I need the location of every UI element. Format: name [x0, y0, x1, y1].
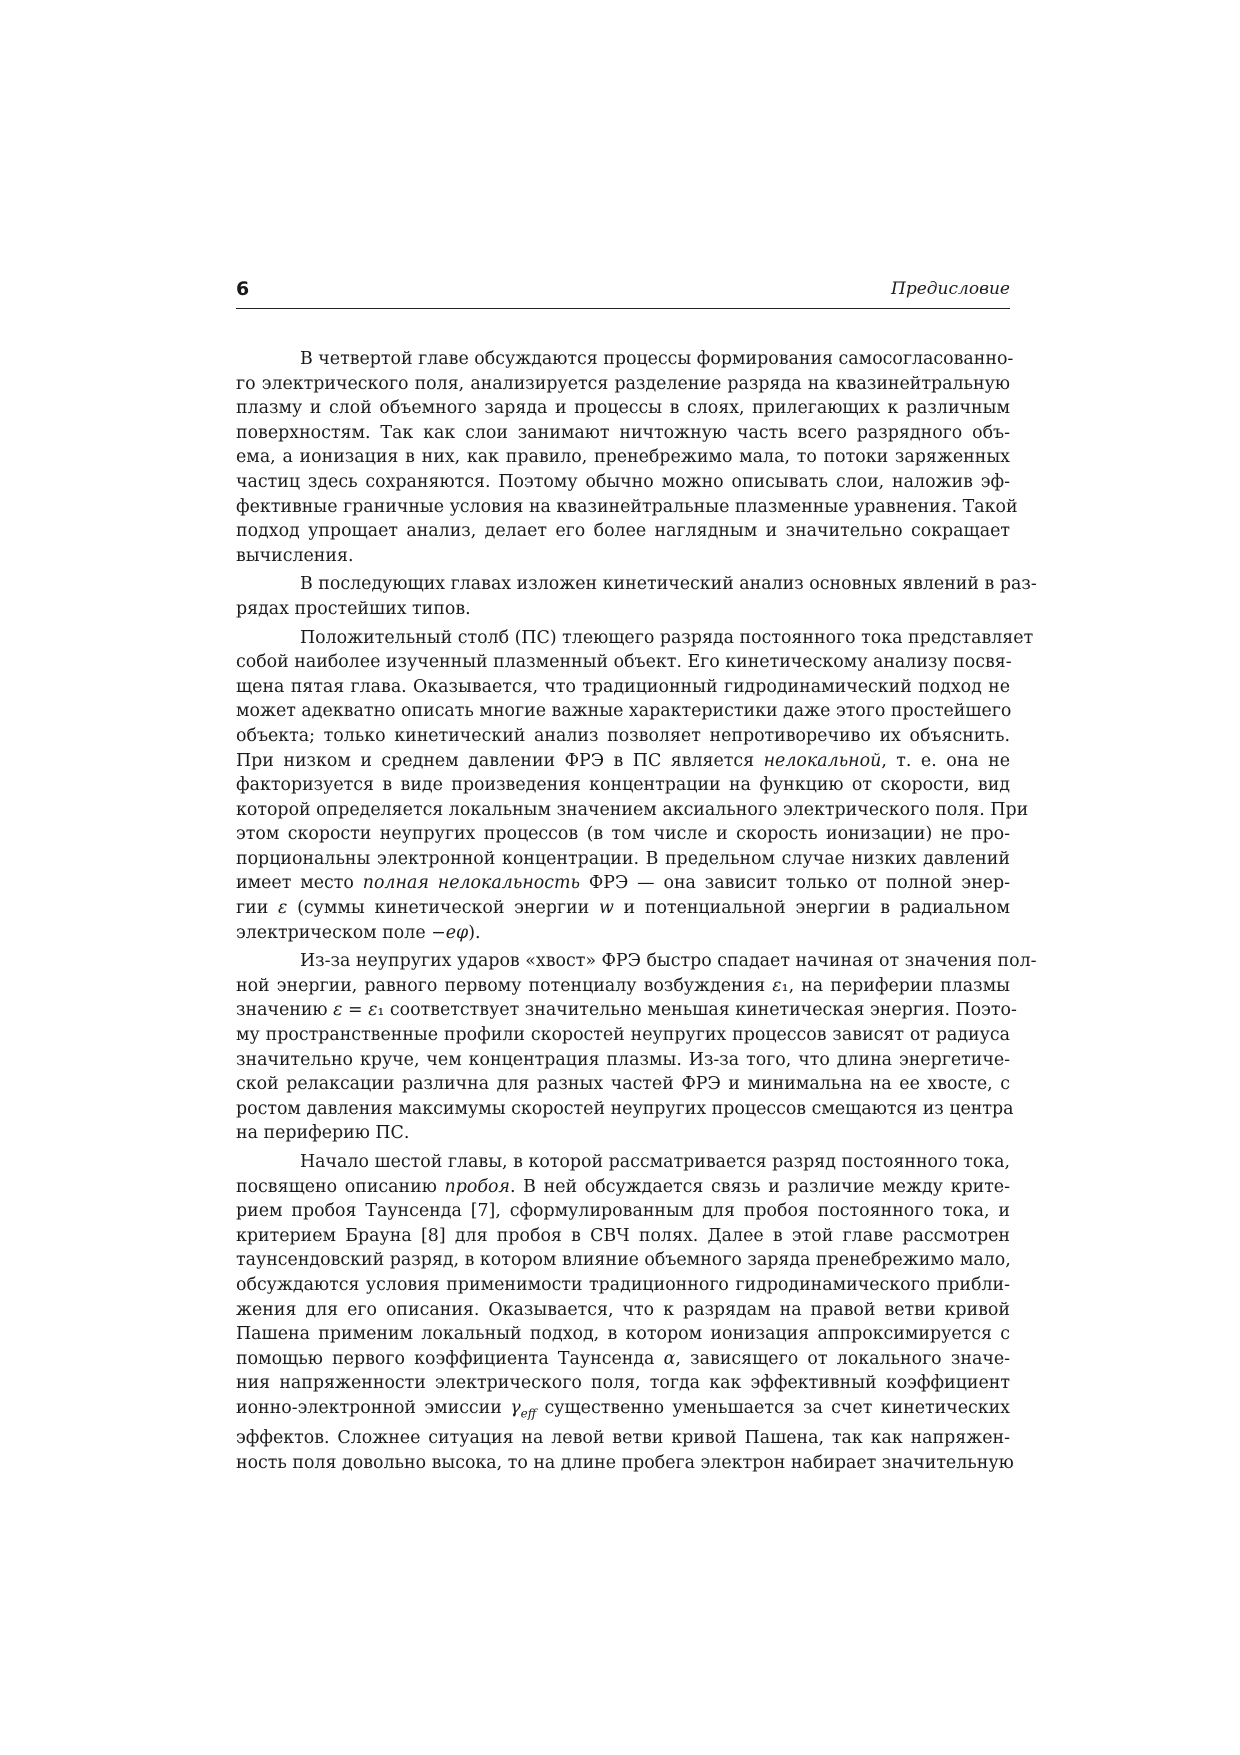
text-line: го электрического поля, анализируется разделение разряда на квазинейтральную: [236, 373, 1010, 394]
text-line: на периферию ПС.: [236, 1123, 410, 1144]
text-line: объекта; только кинетический анализ позволяет непротиворечиво их объяснить.: [236, 725, 1010, 746]
text-line: Начало шестой главы, в которой рассматривается разряд постоянного тока,: [300, 1152, 1010, 1172]
emphasis: w: [598, 898, 614, 919]
subscript: eff: [520, 1406, 537, 1421]
paragraph: [236, 572, 1037, 621]
text-line: посвящено описанию пробоя. В ней обсуждается связь и различие между крите-: [236, 1176, 1010, 1197]
paragraph: [236, 1150, 1014, 1475]
text-line: ность поля довольно высока, то на длине пробега электрон набирает значительную: [236, 1452, 1014, 1473]
text-line: Пашена применим локальный подход, в котором ионизация аппроксимируется с: [236, 1324, 1010, 1345]
text-line: ростом давления максимумы скоростей неупругих процессов смещаются из центра: [236, 1098, 1014, 1119]
text-line: рием пробоя Таунсенда [7], сформулированным для пробоя постоянного тока, и: [236, 1201, 1010, 1222]
text-line: жения для его описания. Оказывается, что к разрядам на правой ветви кривой: [236, 1299, 1010, 1320]
text-line: подход упрощает анализ, делает его более наглядным и значительно сокращает: [236, 521, 1010, 542]
text-line: частиц здесь сохраняются. Поэтому обычно можно описывать слои, наложив эф-: [236, 471, 1010, 492]
emphasis: γ: [510, 1397, 521, 1418]
emphasis: ε: [278, 898, 288, 919]
text-line: значительно круче, чем концентрация плазмы. Из-за того, что длина энергетиче-: [236, 1049, 1010, 1070]
text-line: имеет место полная нелокальность ФРЭ — она зависит только от полной энер-: [236, 873, 1010, 894]
emphasis: ε: [368, 1000, 378, 1021]
running-title: Предисловие: [891, 279, 1010, 299]
text-line: помощью первого коэффициента Таунсенда α, зависящего от локального значе-: [236, 1348, 1010, 1369]
text-line: ной энергии, равного первому потенциалу возбуждения ε₁, на периферии плазмы: [236, 975, 1010, 996]
text-line: гии ε (суммы кинетической энергии w и потенциальной энергии в радиальном: [236, 898, 1011, 919]
paragraph: [236, 626, 1034, 946]
text-line: Из-за неупругих ударов «хвост» ФРЭ быстро спадает начиная от значения пол-: [300, 951, 1037, 972]
text-line: ионно-электронной эмиссии $\gamma_{eff}$ существенно уменьшается за счет кинетических: [236, 1397, 1010, 1421]
emphasis: полная нелокальность: [362, 873, 580, 894]
emphasis: ε: [772, 975, 782, 996]
text-line: электрическом поле −eφ).: [236, 922, 481, 943]
text-line: щена пятая глава. Оказывается, что традиционный гидродинамический подход не: [236, 676, 1010, 697]
paragraph: [236, 347, 1018, 568]
text-line: поверхностям. Так как слои занимают ничтожную часть всего разрядного объ-: [236, 422, 1010, 443]
text-line: может адекватно описать многие важные характеристики даже этого простейшего: [236, 701, 1012, 722]
emphasis: eφ: [445, 922, 469, 943]
text-line: собой наиболее изученный плазменный объект. Его кинетическому анализу посвя-: [236, 652, 1012, 673]
text-line: порциональны электронной концентрации. В предельном случае низких давлений: [236, 848, 1010, 869]
text-line: критерием Брауна [8] для пробоя в СВЧ полях. Далее в этой главе рассмотрен: [236, 1225, 1010, 1246]
paragraph: [236, 949, 1037, 1146]
emphasis: нелокальной: [763, 750, 882, 771]
text-line: таунсендовский разряд, в котором влияние объемного заряда пренебрежимо мало,: [236, 1250, 1011, 1271]
text-line: В последующих главах изложен кинетический анализ основных явлений в раз-: [300, 574, 1037, 595]
emphasis: ε: [333, 1000, 343, 1021]
text-line: В четвертой главе обсуждаются процессы формирования самосогласованно-: [300, 349, 1014, 369]
emphasis: пробоя: [444, 1176, 510, 1197]
text-line: плазму и слой объемного заряда и процессы в слоях, прилегающих к различным: [236, 398, 1010, 419]
text-line: рядах простейших типов.: [236, 598, 471, 619]
text-line: факторизуется в виде произведения концентрации на функцию от скорости, вид: [236, 775, 1010, 796]
text-line: При низком и среднем давлении ФРЭ в ПС является нелокальной, т. е. она не: [236, 750, 1010, 771]
text-line: эффектов. Сложнее ситуация на левой ветви кривой Пашена, так как напряжен-: [236, 1428, 1010, 1448]
text-line: ния напряженности электрического поля, тогда как эффективный коэффициент: [236, 1373, 1010, 1394]
text-line: му пространственные профили скоростей неупругих процессов зависят от радиуса: [236, 1025, 1010, 1046]
emphasis: α: [663, 1348, 676, 1369]
text-line: ской релаксации различна для разных частей ФРЭ и минимальна на ее хвосте, с: [236, 1074, 1010, 1095]
text-line: обсуждаются условия применимости традиционного гидродинамического прибли-: [236, 1274, 1010, 1295]
text-line: этом скорости неупругих процессов (в том числе и скорость ионизации) не про-: [236, 824, 1010, 845]
text-line: ема, а ионизация в них, как правило, пренебрежимо мала, то потоки заряженных: [236, 447, 1010, 468]
page-number: 6: [236, 278, 250, 300]
page-header: [236, 278, 1010, 309]
body-text: [236, 347, 1037, 1479]
text-line: Положительный столб (ПС) тлеющего разряда постоянного тока представляет: [300, 627, 1034, 648]
text-line: которой определяется локальным значением аксиального электрического поля. При: [236, 799, 1029, 820]
text-line: значению ε = ε₁ соответствует значительно меньшая кинетическая энергия. Поэто-: [236, 1000, 1017, 1021]
text-line: вычисления.: [236, 545, 354, 566]
text-line: фективные граничные условия на квазинейтральные плазменные уравнения. Такой: [236, 496, 1018, 517]
